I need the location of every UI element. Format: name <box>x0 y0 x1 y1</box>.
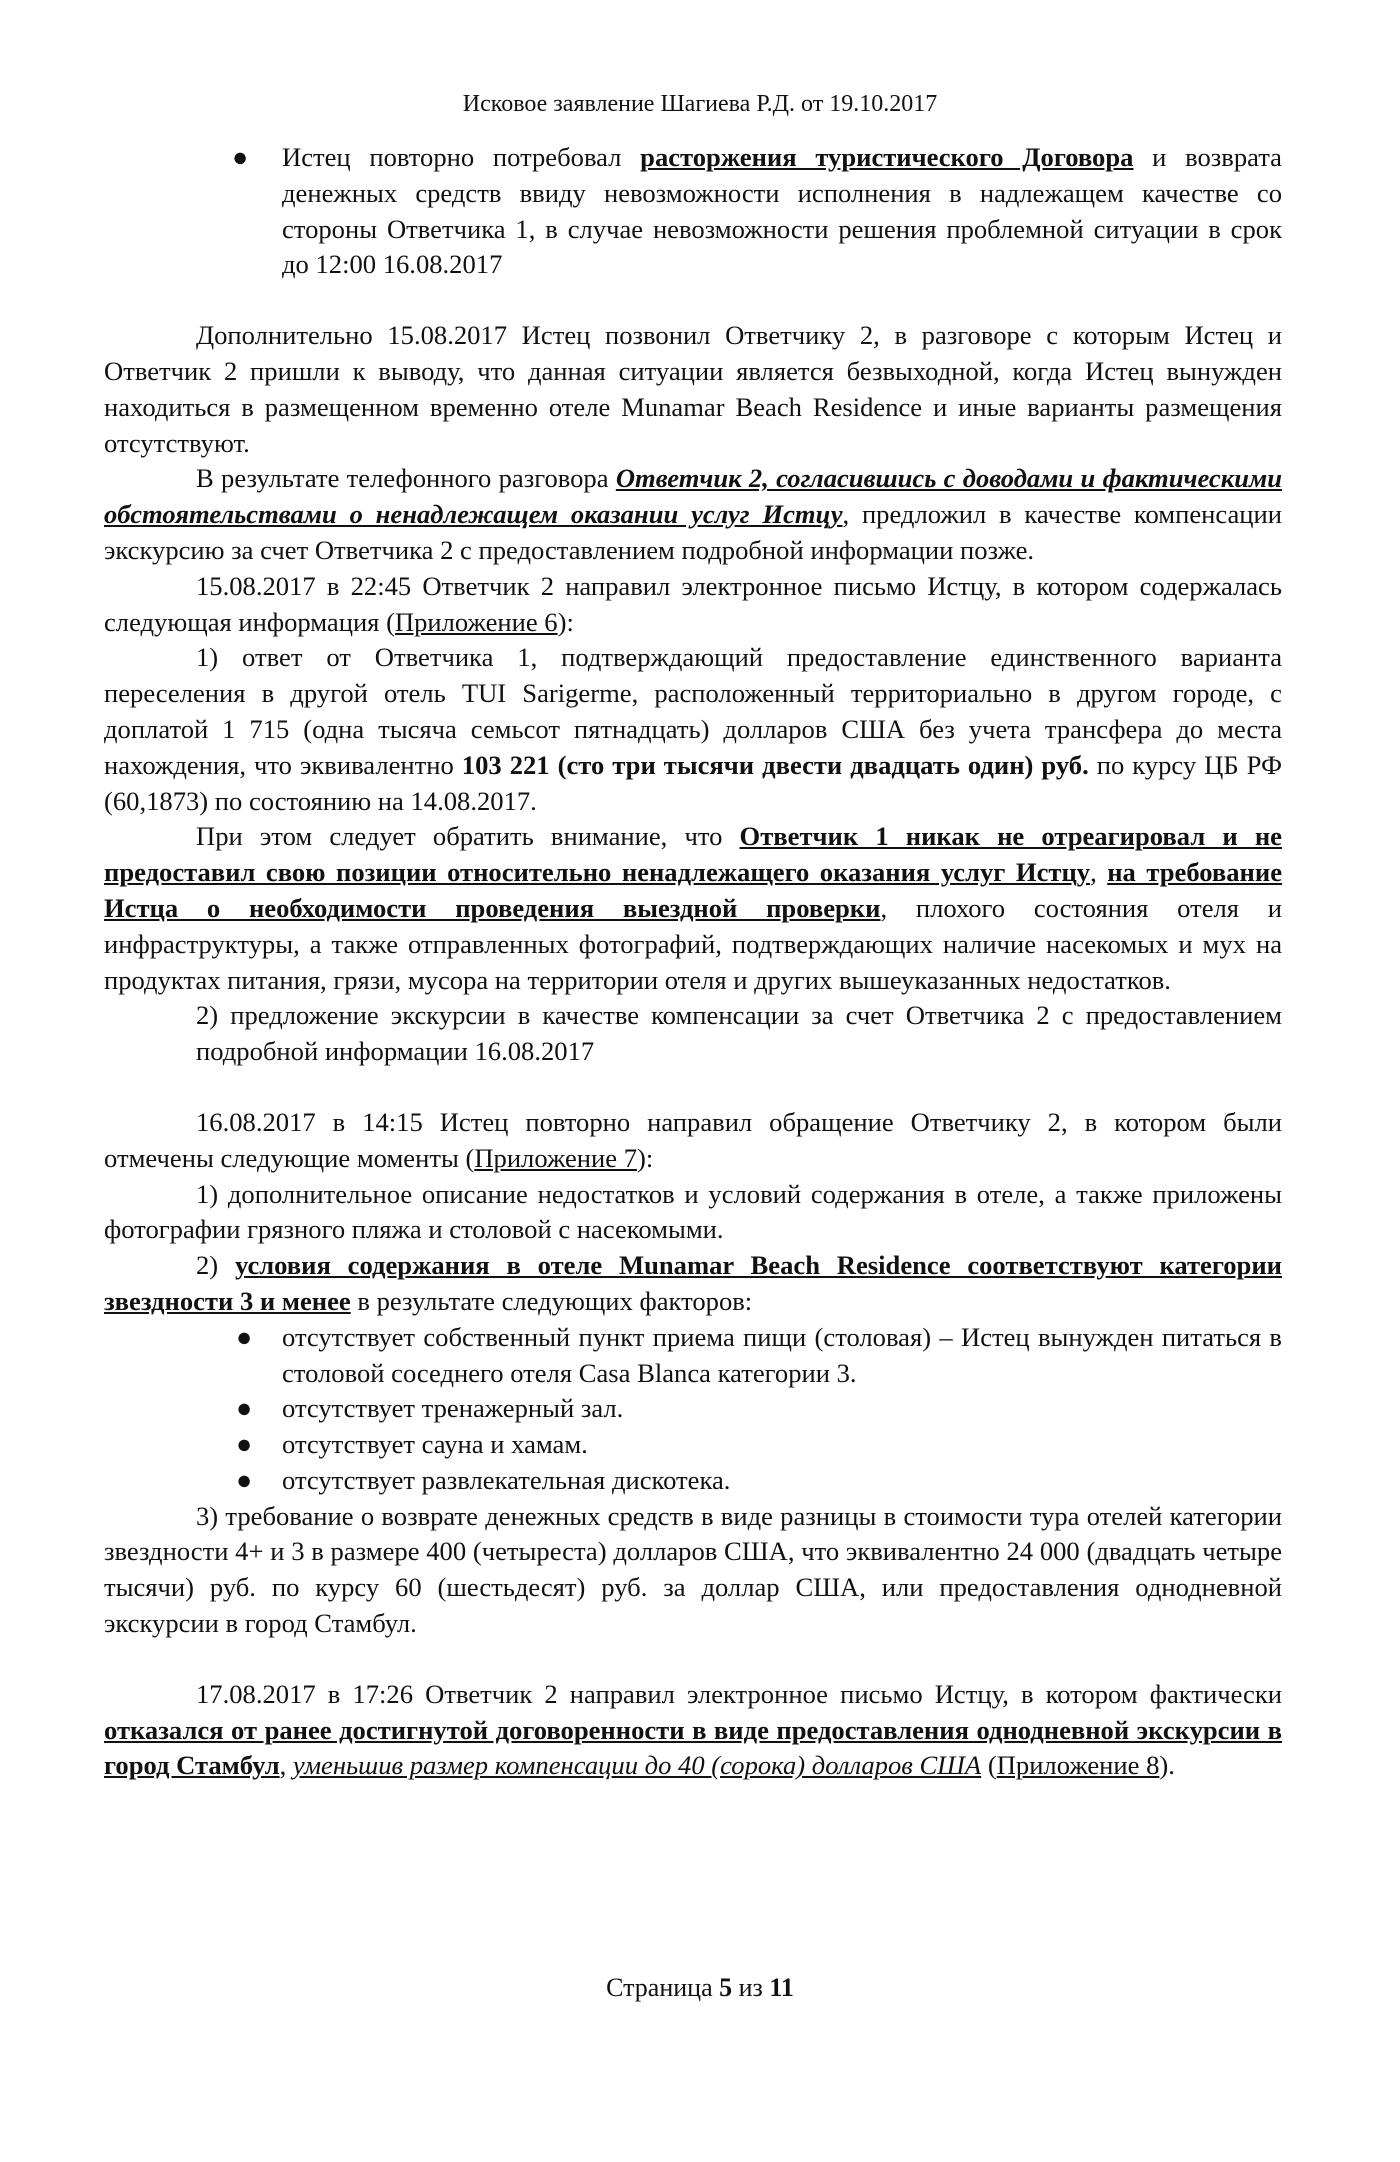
bullet-icon: ● <box>232 142 249 172</box>
paragraph-phone-result <box>104 461 1282 568</box>
paragraph-call: Дополнительно 15.08.2017 Истец позвонил Ответчику 2, в разговоре с которым Истец и Ответчик 2 пришли к выводу, что данная ситуации является безвыходной, когда Истец вынужден находиться в размещенном временно отеле Munamar Beach Residence и иные варианты размещения отсутствуют. <box>104 320 1282 458</box>
paragraph-gap <box>104 1070 1282 1105</box>
bullet-icon: ● <box>236 1429 253 1460</box>
text-run: по курсу ЦБ РФ (60,1873) по состоянию на 14.08.2017. <box>104 749 1282 816</box>
factor-text: отсутствует развлекательная дискотека. <box>282 1464 731 1495</box>
emphasis-text: на требование Истца о необходимости проведения выездной проверки <box>104 857 1283 923</box>
page-header: Исковое заявление Шагиева Р.Д. от 19.10.2017 <box>462 91 938 117</box>
text-run: ( <box>981 1750 997 1781</box>
factor-item <box>104 1427 1282 1463</box>
bullet-icon: ● <box>236 1393 253 1424</box>
appendix-link-6[interactable]: Приложение 6 <box>394 606 558 637</box>
paragraph-point-1 <box>104 640 1282 819</box>
bold-amount: 103 221 (сто три тысячи двести двадцать один) руб. <box>461 749 1089 780</box>
paragraph-email-1726 <box>104 1677 1282 1784</box>
current-page-number: 5 <box>719 1973 733 2002</box>
factor-text: отсутствует тренажерный зал. <box>282 1393 624 1424</box>
text-run: и возврата денежных средств ввиду невозможности исполнения в надлежащем качестве со стороны Ответчика 1, в случае невозможности решения проблемной ситуации в срок до 12:00 16.08.2017 <box>282 142 1282 280</box>
text-run: В результате телефонного разговора <box>196 463 616 494</box>
factor-item <box>104 1463 1282 1499</box>
emphasis-text: Ответчик 1 никак не отреагировал и не предоставил свою позиции относительно ненадлежащего оказания услуг Истцу <box>104 821 1282 888</box>
text-run: , <box>279 1750 293 1781</box>
emphasis-text: отказался от ранее достигнутой договоренности в виде предоставления однодневной экскурсии в город Стамбул <box>104 1714 1282 1781</box>
paragraph-conditions <box>104 1248 1282 1320</box>
bullet-item-demand <box>104 140 1282 283</box>
paragraph-gap <box>104 1642 1282 1677</box>
text-run: Истец повторно потребовал <box>282 142 641 172</box>
italic-underlined-text: уменьшив размер компенсации до 40 (сорока) долларов США <box>292 1750 982 1781</box>
paragraph-refund-demand: 3) требование о возврате денежных средств в виде разницы в стоимости тура отелей категории звездности 4+ и 3 в размере 400 (четыреста) долларов США, что эквивалентно 24 000 (двадцать четыре тысячи) руб. по курсу 60 (шестьдесят) руб. за доллар США, или предоставления однодневной экскурсии в город Стамбул. <box>104 1500 1282 1639</box>
text-run: 15.08.2017 в 22:45 Ответчик 2 направил электронное письмо Истцу, в котором содержалась следующая информация ( <box>104 570 1282 637</box>
bullet-icon: ● <box>236 1464 253 1495</box>
text-run: , <box>1090 857 1108 888</box>
footer-mid: из <box>732 1973 770 2002</box>
paragraph-description: 1) дополнительное описание недостатков и условий содержания в отеле, а также приложены фотографии грязного пляжа и столовой с насекомыми. <box>104 1178 1282 1245</box>
emphasis-text: условия содержания в отеле Munamar Beach Residence соответствуют категории звездности 3 и менее <box>104 1250 1282 1316</box>
factor-text: отсутствует сауна и хамам. <box>282 1429 588 1460</box>
text-run: 16.08.2017 в 14:15 Истец повторно направил обращение Ответчику 2, в котором были отмечены следующие моменты ( <box>104 1106 1282 1173</box>
factor-item <box>104 1391 1282 1427</box>
text-run: ). <box>1159 1750 1175 1781</box>
appendix-link-7[interactable]: Приложение 7 <box>474 1142 638 1173</box>
paragraph-email-1545 <box>104 569 1282 641</box>
paragraph-point-2: 2) предложение экскурсии в качестве компенсации за счет Ответчика 2 с предоставлением подробной информации 16.08.2017 <box>196 1000 1282 1067</box>
factor-item <box>104 1320 1282 1392</box>
text-run: , предложил в качестве компенсации экскурсию за счет Ответчика 2 с предоставлением подробной информации позже. <box>104 499 1283 565</box>
document-body <box>104 140 1282 1784</box>
text-run: 17.08.2017 в 17:26 Ответчик 2 направил электронное письмо Истцу, в котором фактически <box>196 1678 1282 1709</box>
text-run: 1) ответ от Ответчика 1, подтверждающий предоставление единственного варианта переселения в другой отель TUI Sarigerme, расположенный территориально в другом городе, с доплатой 1 715 (одна тысяча семьсот пятнадцать) долларов США без учета трансфера до места нахождения, что эквивалентно <box>104 642 1282 780</box>
text-run: ): <box>637 1142 654 1173</box>
emphasis-text: расторжения туристического Договора <box>640 142 1134 172</box>
paragraph-gap <box>104 283 1282 318</box>
text-run: 2) <box>196 1250 235 1281</box>
emphasis-text: Ответчик 2, согласившись с доводами и фактическими обстоятельствами о ненадлежащем оказании услуг Истцу <box>104 463 1282 530</box>
text-run: При этом следует обратить внимание, что <box>196 821 740 852</box>
paragraph-note <box>104 819 1282 998</box>
factor-text: отсутствует собственный пункт приема пищи (столовая) – Истец вынужден питаться в столовой соседнего отеля Casa Blanca категории 3. <box>282 1321 1282 1388</box>
total-pages: 11 <box>769 1973 794 2002</box>
bullet-icon: ● <box>236 1321 253 1352</box>
paragraph-request-1415 <box>104 1105 1282 1177</box>
footer-prefix: Страница <box>606 1973 720 2002</box>
appendix-link-8[interactable]: Приложение 8 <box>996 1750 1160 1781</box>
page-footer <box>0 1970 1400 2006</box>
text-run: в результате следующих факторов: <box>350 1285 753 1316</box>
text-run: , плохого состояния отеля и инфраструктуры, а также отправленных фотографий, подтверждающих наличие насекомых и мух на продуктах питания, грязи, мусора на территории отеля и других вышеуказанных недостатков. <box>104 892 1282 995</box>
text-run: ): <box>557 606 574 637</box>
